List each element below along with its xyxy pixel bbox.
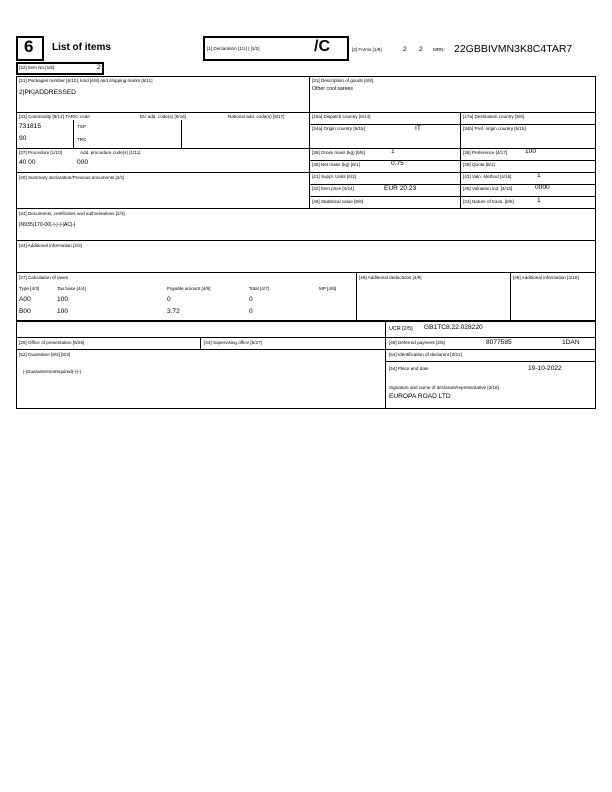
- statistical-value-label: [46] Statistical value [8/6]: [312, 199, 364, 204]
- footer-frame: [16, 321, 596, 409]
- destination-country-label: [17a] Destination country [5/8]: [463, 114, 525, 119]
- gross-mass-label: [35] Gross mass (kg) [6/5]: [312, 150, 365, 155]
- procedure-value: 40 00: [19, 159, 36, 166]
- mrn-value: 22GBBIVMN3K8C4TAR7: [454, 43, 573, 55]
- tax-row-type: A00: [19, 296, 31, 303]
- tax-row-payable: 0: [167, 296, 171, 303]
- national-additional-label: National add. code(s) [6/17]: [228, 114, 285, 119]
- documents-value: |N935|170-00|-|-|-|-|AC|-|: [19, 222, 76, 228]
- origin-country-value: IT: [415, 125, 421, 132]
- forms-label: [3] Forms [1/8]: [352, 47, 382, 52]
- deferred-payment-value: 8077585: [486, 339, 512, 346]
- office-presentation-label: [29] Office of presentation [5/26]: [19, 340, 85, 345]
- net-mass-value: 0.75: [391, 160, 404, 167]
- signature-label: Signature and name of declarant/representative [3/18]: [389, 385, 499, 390]
- valuation-ind-value: 0000: [535, 184, 550, 191]
- tax-row-payable: 3.72: [167, 308, 180, 315]
- signature-value: EUROPA ROAD LTD: [389, 393, 451, 400]
- forms-current: 2: [403, 46, 407, 53]
- description-label: [31] Description of goods [6/8]: [312, 78, 374, 83]
- forms-total: 2: [419, 46, 423, 53]
- ucr-value: GB1TC8.22.028220: [424, 324, 483, 331]
- ucr-label: UCR [2/5]: [389, 326, 413, 332]
- tax-row-total: 0: [249, 296, 253, 303]
- item-no-label: [32] Item No [1/6]: [19, 65, 55, 70]
- dispatch-country-label: [15a] Dispatch country [5/14]: [312, 114, 371, 119]
- net-mass-label: [38] Net mass (kg) [6/1]: [312, 162, 360, 167]
- documents-label: [44] Documents, certificates and authorisations [2/3]: [19, 211, 125, 216]
- preference-label: [36] Preference [4/17]: [463, 150, 508, 155]
- gross-mass-value: 1: [391, 148, 395, 155]
- origin-country-label: [34a] Origin country [5/15]: [312, 126, 365, 131]
- supp-units-label: [41] Suppl. Units [6/2]: [312, 174, 356, 179]
- nature-transaction-value: 1: [537, 197, 541, 204]
- tax-row-total: 0: [249, 308, 253, 315]
- additional-procedure-value: 000: [77, 159, 89, 166]
- item-price-label: [42] Item price [4/14]: [312, 186, 354, 191]
- place-date-label: [54] Place and date: [389, 366, 429, 371]
- valuation-method-value: 1: [537, 172, 541, 179]
- commodity-label: [33] Commodity [6/14] TARIC code: [19, 114, 90, 119]
- valuation-method-label: [43] Valn. Method [4/16]: [463, 174, 512, 179]
- item-no-value: 2: [97, 64, 101, 71]
- mrn-label: MRN:: [433, 47, 445, 52]
- tax-col-payable: Payable amount [4/6]: [167, 286, 211, 291]
- tax-additional-info-label: [49] Additional information [4/10]: [513, 275, 579, 280]
- valuation-ind-label: [45] Valuation ind. [4/13]: [463, 186, 513, 191]
- tax-col-base: Tax base [4/4]: [57, 286, 86, 291]
- tax-row-type: B00: [19, 308, 31, 315]
- tax-row-base: 100: [57, 296, 69, 303]
- preference-value: 100: [525, 148, 537, 155]
- guarantee-value: |-|Guaranteenotrequired|-|-|-|: [23, 369, 82, 374]
- eu-additional-label: EU add. code(s) [6/16]: [140, 114, 186, 119]
- declaration-value: /C: [314, 38, 330, 55]
- quota-label: [39] Quota [8/1]: [463, 162, 495, 167]
- supervising-office-label: [44] Supervising office [5/27]: [204, 340, 262, 345]
- taxes-section-label: [47] Calculation of taxes: [19, 275, 69, 280]
- commodity-value: 731815: [19, 123, 42, 130]
- tax-row-base: 100: [57, 308, 69, 315]
- pref-origin-country-label: [34b] Pref. origin country [5/16]: [463, 126, 526, 131]
- supporting-docs-label: [40] Summary declaration/Previous documents [2/1]: [19, 175, 125, 180]
- tax-col-mp: MP [4/8]: [319, 286, 337, 291]
- packages-label: [31] Packages number [6/10], kind [6/9] and shipping marks [6/11]: [19, 78, 153, 83]
- description-value: Other cool sarees: [312, 86, 353, 92]
- declaration-label: [1] Declaration [1/1] | [1/2]: [207, 46, 260, 51]
- trc-label: TRC: [77, 137, 87, 142]
- tax-col-total: Total [4/7]: [249, 286, 269, 291]
- guarantee-label: [52] Guarantee [8/2] [8/3]: [19, 352, 71, 357]
- commodity-value-2: 90: [19, 135, 27, 142]
- deferred-payment-code: 1DAN: [562, 339, 580, 346]
- tsp-label: TSP: [77, 124, 86, 129]
- additional-deductions-label: [48] Additional deductions [4/9]: [359, 275, 422, 280]
- item-price-value: EUR 20.23: [384, 185, 417, 192]
- nature-transaction-label: [24] Nature of trans. [8/5]: [463, 199, 514, 204]
- identification-declarant-label: [54] Identification of declarant [3/21]: [389, 352, 462, 357]
- packages-value: 2|PK|ADDRESSED: [19, 89, 76, 96]
- procedure-label: [37] Procedure [1/10]: [19, 150, 62, 155]
- form-number: 6: [24, 37, 34, 56]
- deferred-payment-label: [48] Deferred payment [2/6]: [389, 340, 445, 345]
- additional-info-label: [44] Additional information [2/2]: [19, 243, 83, 248]
- additional-procedure-label: Add. procedure code(s) [1/11]: [80, 150, 141, 155]
- page-title: List of items: [52, 42, 111, 53]
- place-date-value: 19-10-2022: [528, 365, 562, 372]
- tax-col-type: Type [4/3]: [19, 286, 40, 291]
